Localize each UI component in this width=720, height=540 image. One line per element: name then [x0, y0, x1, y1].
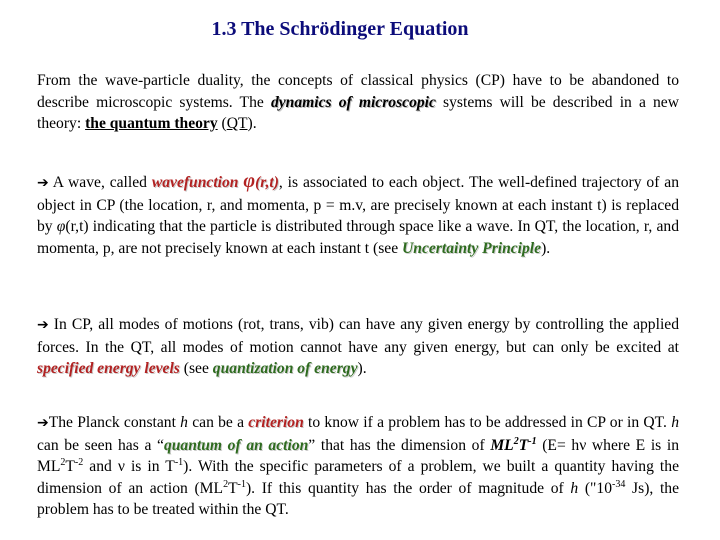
- term-specified-energy-levels: specified energy levels: [37, 360, 180, 377]
- arrow-right-icon: ➔: [37, 415, 49, 431]
- term-quantum-of-action: quantum of an action: [163, 436, 309, 454]
- arrow-right-icon: ➔: [37, 317, 49, 333]
- symbol-phi: φ: [243, 170, 256, 192]
- paragraph-wavefunction: ➔ A wave, called wavefunction φ(r,t), is associated to each object. The well-defined trajectory of an object in CP (the location, r, and momenta, p = m.v, are precisely known at each instant t) is replaced by φ(r,t) indicating that the particle is distributed through space like a wave. In QT, the location, r, and momenta, p, are not precisely known at each instant t (see Uncertainty Principle).: [37, 170, 679, 257]
- paragraph-intro: From the wave-particle duality, the concepts of classical physics (CP) have to be abandoned to describe microscopic systems. The dynamics of microscopic systems will be described in a new theory: the quantum theory (QT).: [37, 72, 679, 132]
- abbr-qt: QT: [226, 115, 248, 132]
- emphasis-quantum-theory: the quantum theory: [85, 115, 218, 132]
- arrow-right-icon: ➔: [37, 175, 49, 191]
- symbol-phi-args: (r,t): [255, 174, 279, 191]
- term-criterion: criterion: [248, 414, 304, 431]
- term-wavefunction: wavefunction: [151, 174, 239, 191]
- term-uncertainty-principle: Uncertainty Principle: [402, 239, 542, 257]
- paragraph-energy-modes: ➔ In CP, all modes of motions (rot, trans, vib) can have any given energy by controlling the applied forces. In the QT, all modes of motion cannot have any given energy, but can only be excited at specified energy levels (see quantization of energy).: [37, 316, 679, 377]
- term-quantization-of-energy: quantization of energy: [212, 360, 358, 377]
- symbol-phi-small: φ: [56, 218, 66, 235]
- page-title: 1.3 The Schrödinger Equation: [211, 18, 469, 40]
- emphasis-dynamics: dynamics of microscopic: [270, 93, 436, 111]
- paragraph-planck-constant: ➔The Planck constant h can be a criterion to know if a problem has to be addressed in CP or in QT. h can be seen has a “quantum of an action” that has the dimension of $ML^2T^{-1}$ (E= hν where E is in $ML^2T^{-2}$ and ν is in $T^{-1}$). With the specific parameters of a problem, we built a quantity having the dimension of an action $(ML^2T^{-1})$. If this quantity has the order of magnitude of h ("$10^{-34}$ Js), the problem has to be treated within the QT.: [37, 414, 680, 518]
